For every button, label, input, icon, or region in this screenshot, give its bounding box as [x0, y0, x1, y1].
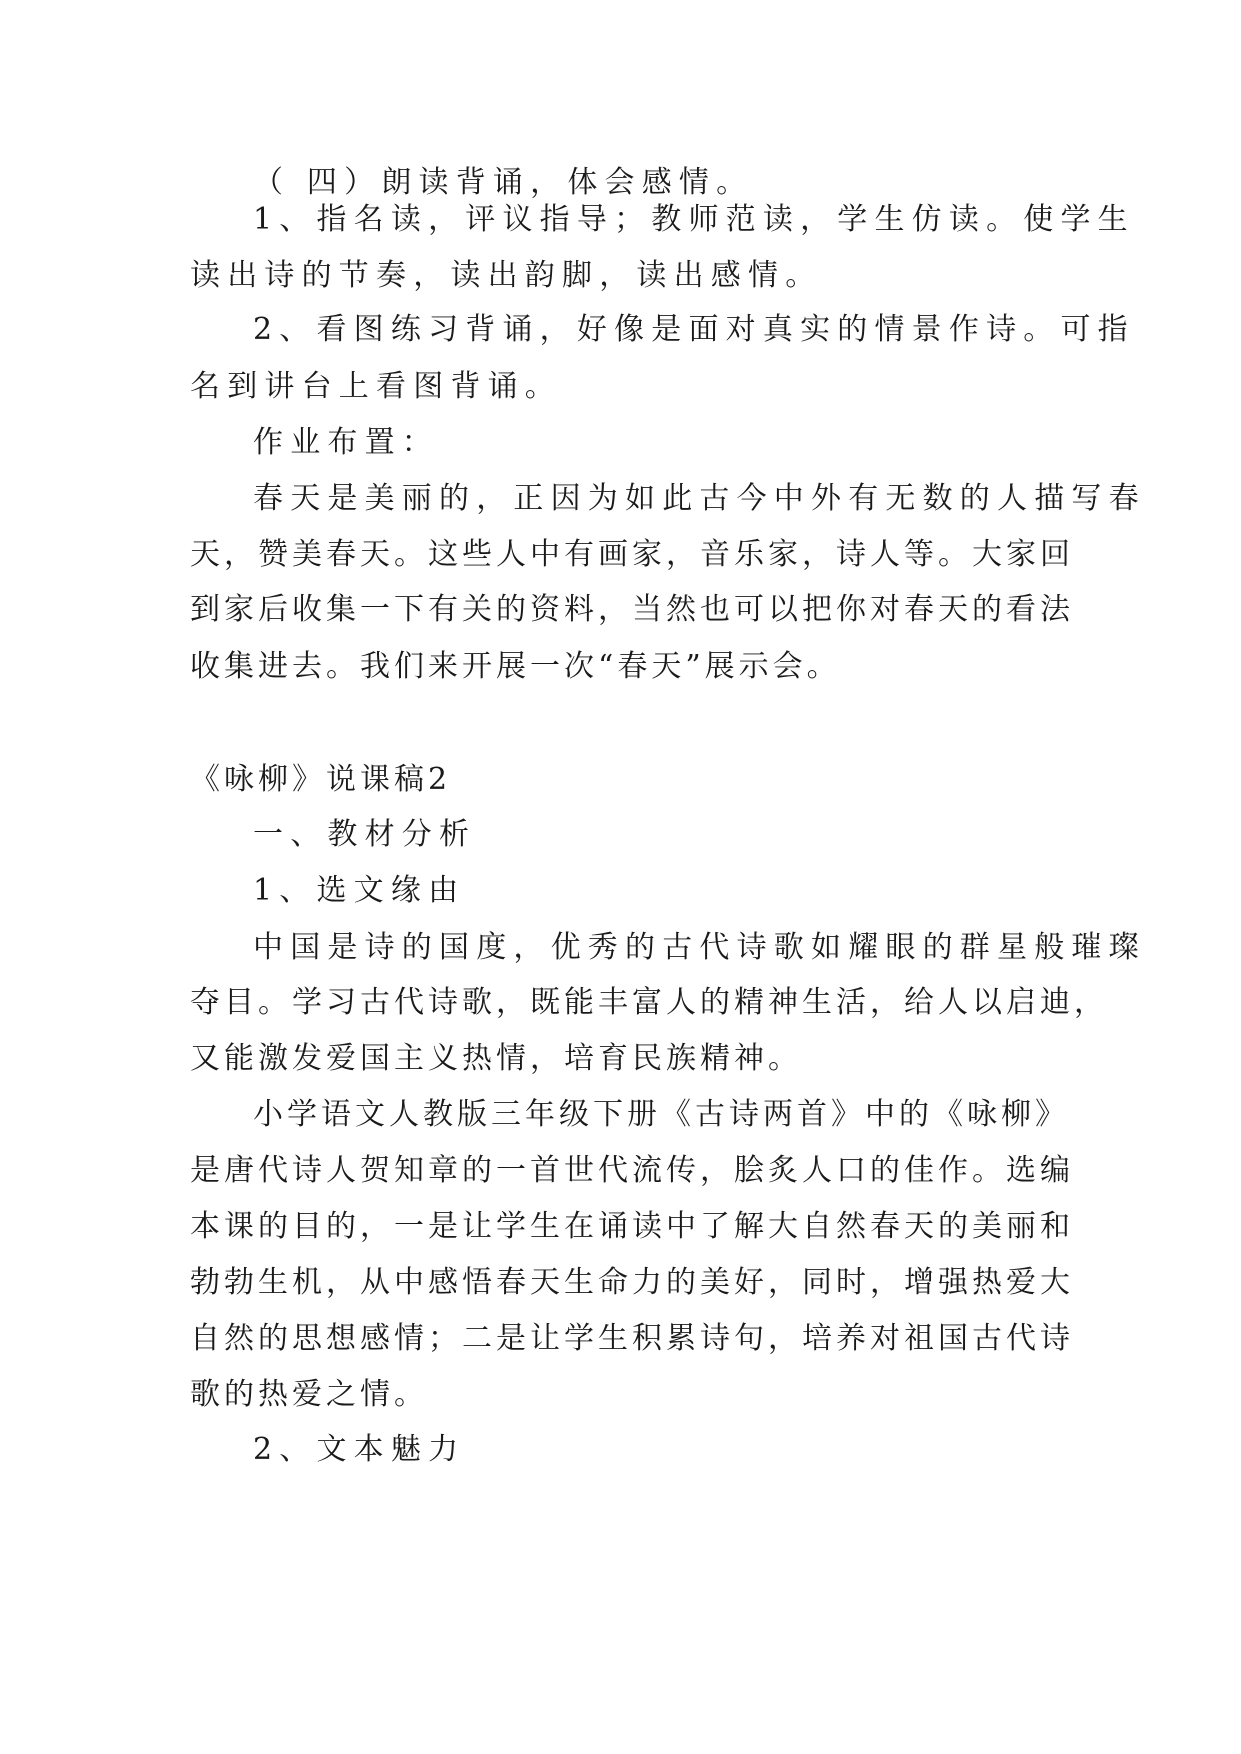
item2-line2: 名到讲台上看图背诵。	[190, 369, 562, 404]
sub1-heading: 1、选文缘由	[253, 873, 466, 908]
para2-line3: 本课的目的，一是让学生在诵读中了解大自然春天的美丽和	[190, 1209, 1074, 1244]
homework-label: 作业布置：	[253, 425, 439, 460]
sub2-heading: 2、文本魅力	[253, 1432, 466, 1467]
para1-line2: 夺目。学习古代诗歌，既能丰富人的精神生活，给人以启迪，	[190, 985, 1108, 1020]
item1-line2: 读出诗的节奏，读出韵脚，读出感情。	[190, 258, 823, 293]
lesson2-title: 《咏柳》说课稿2	[190, 762, 452, 797]
para2-line6: 歌的热爱之情。	[190, 1377, 428, 1412]
homework-line4: 收集进去。我们来开展一次“春天”展示会。	[190, 649, 841, 684]
item2-line1: 2、看图练习背诵，好像是面对真实的情景作诗。可指	[253, 312, 1135, 347]
part1-heading: 一、教材分析	[253, 817, 477, 852]
section-four-heading: （ 四）朗读背诵，体会感情。	[253, 165, 754, 200]
para2-line5: 自然的思想感情；二是让学生积累诗句，培养对祖国古代诗	[190, 1321, 1074, 1356]
para2-line1: 小学语文人教版三年级下册《古诗两首》中的《咏柳》	[253, 1097, 1069, 1132]
homework-line3: 到家后收集一下有关的资料，当然也可以把你对春天的看法	[190, 592, 1074, 627]
para1-line1: 中国是诗的国度，优秀的古代诗歌如耀眼的群星般璀璨	[253, 930, 1146, 965]
para2-line4: 勃勃生机，从中感悟春天生命力的美好，同时，增强热爱大	[190, 1265, 1074, 1300]
item1-line1: 1、指名读，评议指导；教师范读，学生仿读。使学生	[253, 202, 1135, 237]
para2-line2: 是唐代诗人贺知章的一首世代流传，脍炙人口的佳作。选编	[190, 1153, 1074, 1188]
para1-line3: 又能激发爱国主义热情，培育民族精神。	[190, 1041, 802, 1076]
homework-line1: 春天是美丽的，正因为如此古今中外有无数的人描写春	[253, 481, 1146, 516]
homework-line2: 天，赞美春天。这些人中有画家，音乐家，诗人等。大家回	[190, 537, 1074, 572]
